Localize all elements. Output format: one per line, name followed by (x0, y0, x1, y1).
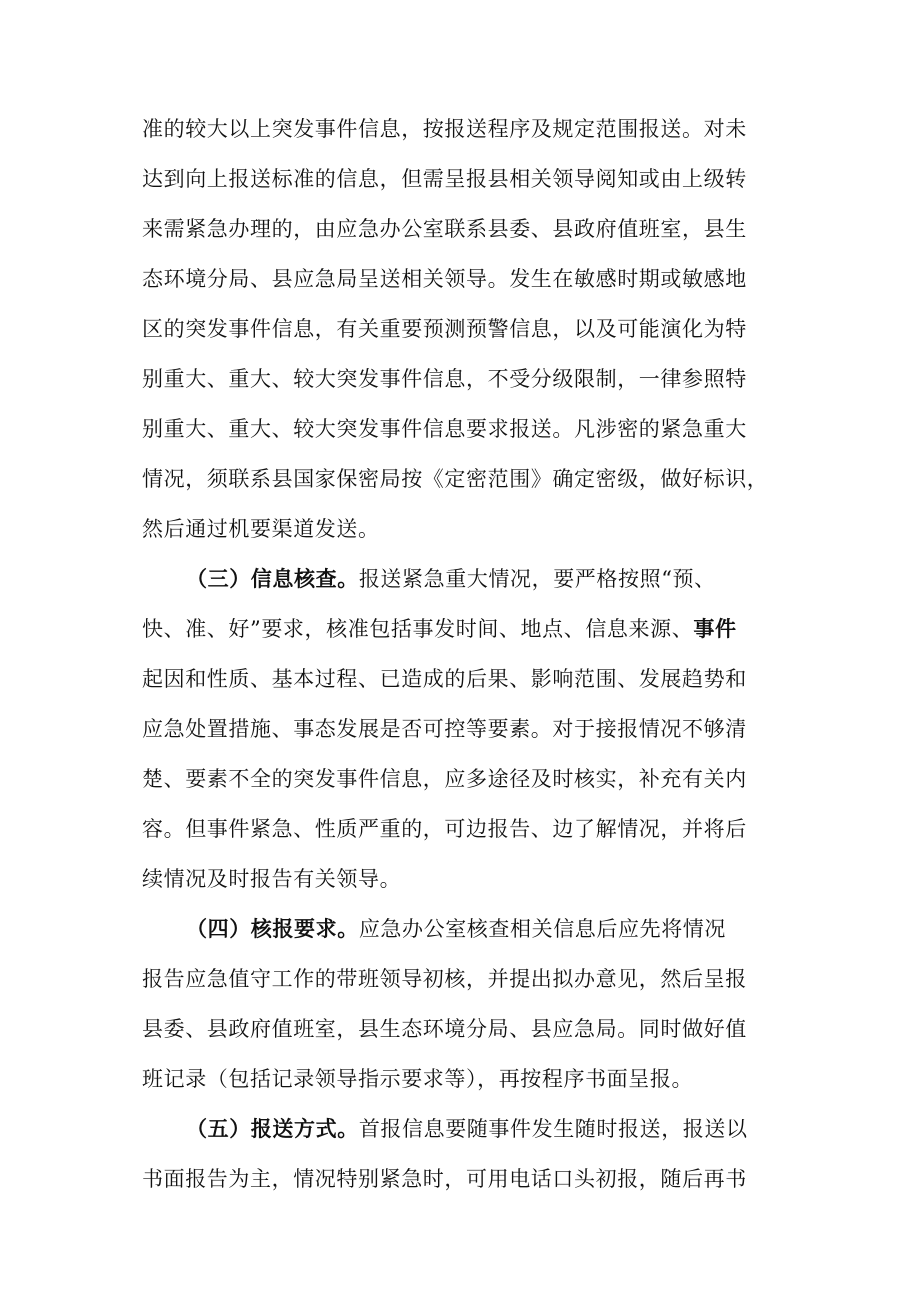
paragraph-1-line-3: 来需紧急办理的，由应急办公室联系县委、县政府值班室，县生 (142, 217, 747, 241)
section-3-line-5: 楚、要素不全的突发事件信息，应多途径及时核实，补充有关内 (142, 767, 747, 791)
paragraph-1-line-1: 准的较大以上突发事件信息，按报送程序及规定范围报送。对未 (142, 117, 747, 141)
section-3-line-2-text: 快、准、好”要求，核准包括事发时间、地点、信息来源、 (142, 617, 694, 641)
section-4-first-line-text: 应急办公室核查相关信息后应先将情况 (358, 917, 727, 941)
section-3-first-line (186, 566, 716, 592)
paragraph-1-line-4: 态环境分局、县应急局呈送相关领导。发生在敏感时期或敏感地 (142, 267, 747, 291)
section-4-line-2: 报告应急值守工作的带班领导初核，并提出拟办意见，然后呈报 (142, 967, 747, 991)
section-3-line-4: 应急处置措施、事态发展是否可控等要素。对于接报情况不够清 (142, 717, 747, 741)
section-3-line-6: 容。但事件紧急、性质严重的，可边报告、边了解情况，并将后 (142, 817, 747, 841)
section-4-first-line (186, 916, 726, 942)
section-3-line-2 (142, 616, 737, 642)
section-5-line-2: 书面报告为主，情况特别紧急时，可用电话口头初报，随后再书 (142, 1167, 747, 1191)
paragraph-1-line-6: 别重大、重大、较大突发事件信息，不受分级限制，一律参照特 (142, 367, 747, 391)
section-3-line-3: 起因和性质、基本过程、已造成的后果、影响范围、发展趋势和 (142, 667, 747, 691)
section-4-line-3: 县委、县政府值班室，县生态环境分局、县应急局。同时做好值 (142, 1017, 747, 1041)
section-4-heading: （四）核报要求。 (186, 916, 359, 941)
section-3-line-2-bold-text: 事件 (693, 616, 737, 641)
section-5-first-line (186, 1116, 748, 1142)
section-5-heading: （五）报送方式。 (186, 1116, 359, 1141)
section-5-first-line-text: 首报信息要随事件发生随时报送，报送以 (358, 1117, 748, 1141)
paragraph-1-line-9: 然后通过机要渠道发送。 (142, 517, 380, 541)
section-3-heading: （三）信息核查。 (186, 566, 359, 591)
paragraph-1-line-2: 达到向上报送标准的信息，但需呈报县相关领导阅知或由上级转 (142, 167, 747, 191)
section-4-line-4: 班记录（包括记录领导指示要求等），再按程序书面呈报。 (142, 1067, 694, 1091)
paragraph-1-line-5: 区的突发事件信息，有关重要预测预警信息，以及可能演化为特 (142, 317, 747, 341)
section-3-line-7: 续情况及时报告有关领导。 (142, 867, 402, 891)
paragraph-1-line-8: 情况，须联系县国家保密局按《定密范围》确定密级，做好标识， (142, 467, 769, 491)
paragraph-1-line-7: 别重大、重大、较大突发事件信息要求报送。凡涉密的紧急重大 (142, 417, 747, 441)
section-3-first-line-text: 报送紧急重大情况，要严格按照“预、 (358, 567, 716, 591)
